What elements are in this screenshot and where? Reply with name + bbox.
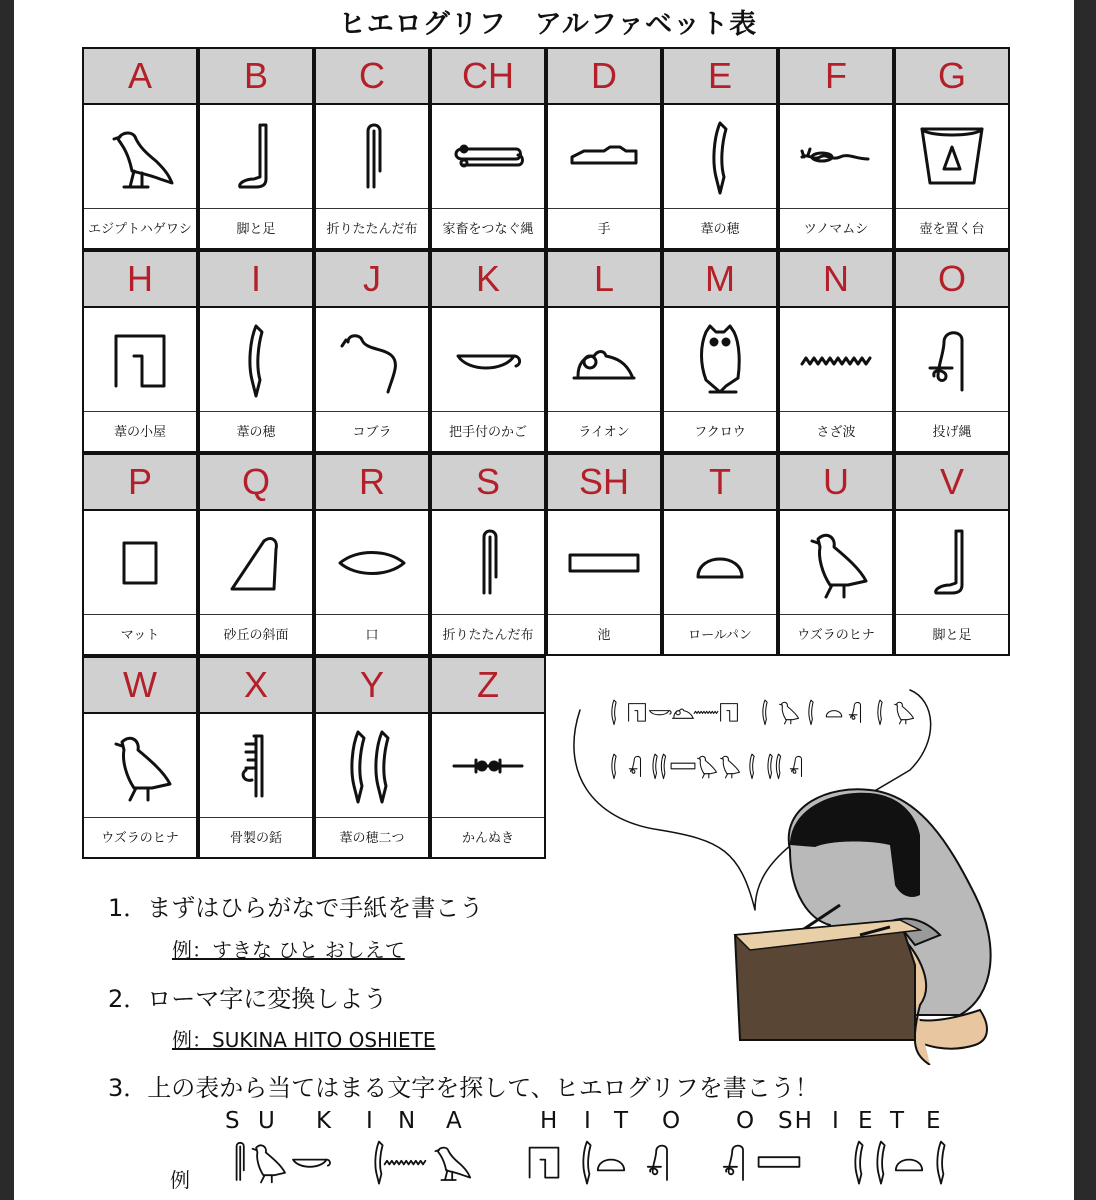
reed-icon — [612, 700, 616, 725]
example-hieroglyph-row — [195, 1138, 955, 1198]
lasso-icon — [790, 756, 801, 776]
double-reed-icon — [653, 754, 666, 779]
example-letter: O — [736, 1108, 757, 1134]
glyph-cell-c — [314, 47, 430, 250]
owl-icon — [680, 320, 760, 400]
bread-loaf-icon — [826, 711, 841, 717]
reed-icon — [855, 1142, 862, 1184]
glyph-area — [432, 511, 544, 615]
glyph-cell-l — [546, 250, 662, 453]
glyph-area — [780, 511, 892, 615]
quail-chick-icon — [721, 756, 740, 778]
cobra-icon — [332, 320, 412, 400]
lasso-icon — [629, 756, 640, 776]
reed-icon — [583, 1142, 590, 1184]
glyph-meaning: 把手付のかご — [448, 425, 527, 440]
letter-label: G — [896, 49, 1008, 105]
glyph-meaning: 脚と足 — [236, 222, 276, 237]
letter-label: CH — [432, 49, 544, 105]
letter-label: R — [316, 455, 428, 511]
example-letter: S — [225, 1108, 242, 1134]
lasso-icon — [849, 702, 860, 722]
glyph-meaning: 投げ縄 — [932, 425, 972, 440]
letter-label: Z — [432, 658, 544, 714]
glyph-cell-k — [430, 250, 546, 453]
glyph-area — [316, 308, 428, 412]
hand-icon — [564, 117, 644, 197]
glyph-cell-m — [662, 250, 778, 453]
glyph-meaning: 骨製の銛 — [229, 831, 282, 846]
glyph-cell-y — [314, 656, 430, 859]
example-letter: U — [258, 1108, 277, 1134]
water-ripple-icon — [796, 320, 876, 400]
reed-icon — [877, 1142, 884, 1184]
glyph-cell-j — [314, 250, 430, 453]
example-letter: I — [832, 1108, 841, 1134]
letter-label: M — [664, 252, 776, 308]
glyph-cell-h — [82, 250, 198, 453]
hill-slope-icon — [216, 523, 296, 603]
double-reed-icon — [768, 754, 781, 779]
left-frame-edge — [0, 0, 14, 1200]
letter-label: A — [84, 49, 196, 105]
letter-label: U — [780, 455, 892, 511]
lion-icon — [673, 709, 694, 718]
step-1-text: 1．まずはひらがなで手紙を書こう — [108, 894, 484, 922]
horned-viper-icon — [796, 117, 876, 197]
page-title: ヒエログリフ アルファベット表 — [338, 9, 758, 40]
glyph-area — [84, 511, 196, 615]
example-letter: A — [446, 1108, 464, 1134]
example-label: 例 — [170, 1168, 190, 1192]
glyph-meaning: さざ波 — [816, 425, 856, 440]
glyph-meaning: エジプトハゲワシ — [88, 222, 192, 237]
letter-label: D — [548, 49, 660, 105]
glyph-meaning: 葦の穂 — [700, 222, 740, 237]
door-bolt-icon — [448, 726, 528, 806]
glyph-cell-sh — [546, 453, 662, 656]
reed-icon — [763, 700, 767, 725]
bread-loaf-icon — [896, 1160, 922, 1171]
letter-label: J — [316, 252, 428, 308]
glyph-meaning: 手 — [597, 222, 611, 237]
glyph-cell-p — [82, 453, 198, 656]
glyph-meaning: コブラ — [352, 425, 392, 440]
glyph-cell-x — [198, 656, 314, 859]
glyph-meaning: 家畜をつなぐ縄 — [442, 222, 534, 237]
glyph-area — [316, 511, 428, 615]
folded-cloth-icon — [332, 117, 412, 197]
step-2-example: 例：SUKINA HITO OSHIETE — [172, 1028, 436, 1052]
reed-icon — [750, 754, 754, 779]
glyph-area — [84, 105, 196, 209]
quail-chick-icon — [698, 756, 717, 778]
glyph-area — [432, 714, 544, 818]
letter-label: O — [896, 252, 1008, 308]
glyph-area — [316, 105, 428, 209]
glyph-meaning: かんぬき — [461, 831, 514, 846]
leg-icon — [216, 117, 296, 197]
folded-cloth-icon — [448, 523, 528, 603]
glyph-cell-r — [314, 453, 430, 656]
pool-icon — [671, 763, 695, 769]
glyph-area — [664, 308, 776, 412]
reed-icon — [612, 754, 616, 779]
quail-chick-icon — [780, 702, 799, 724]
quail-chick-icon — [796, 523, 876, 603]
pool-icon — [564, 523, 644, 603]
vulture-icon — [435, 1148, 470, 1180]
glyph-area — [780, 105, 892, 209]
reed-icon — [809, 700, 813, 725]
reed-icon — [375, 1142, 382, 1184]
lasso-icon — [912, 320, 992, 400]
letter-label: K — [432, 252, 544, 308]
glyph-cell-ch — [430, 47, 546, 250]
reed-icon — [216, 320, 296, 400]
letter-label: T — [664, 455, 776, 511]
bread-loaf-icon — [598, 1160, 624, 1171]
letter-label: SH — [548, 455, 660, 511]
glyph-cell-a — [82, 47, 198, 250]
basket-icon — [293, 1160, 330, 1167]
leg-icon — [912, 523, 992, 603]
example-letter: E — [858, 1108, 875, 1134]
glyph-meaning: 折りたたんだ布 — [326, 222, 418, 237]
reed-shelter-icon — [629, 704, 646, 722]
example-letter: N — [398, 1108, 418, 1134]
glyph-area — [84, 714, 196, 818]
letter-label: I — [200, 252, 312, 308]
quail-chick-icon — [895, 702, 914, 724]
glyph-meaning: ウズラのヒナ — [101, 831, 179, 846]
letter-label: B — [200, 49, 312, 105]
glyph-cell-i — [198, 250, 314, 453]
letter-label: Y — [316, 658, 428, 714]
pool-icon — [759, 1157, 800, 1167]
glyph-cell-e — [662, 47, 778, 250]
glyph-cell-w — [82, 656, 198, 859]
example-letter: K — [316, 1108, 334, 1134]
letter-label: N — [780, 252, 892, 308]
glyph-area — [896, 511, 1008, 615]
letter-label: E — [664, 49, 776, 105]
glyph-cell-o — [894, 250, 1010, 453]
example-letter: H — [540, 1108, 560, 1134]
reed-icon — [680, 117, 760, 197]
letter-label: V — [896, 455, 1008, 511]
glyph-area — [432, 308, 544, 412]
glyph-area — [664, 511, 776, 615]
step-1-example: 例：すきな ひと おしえて — [172, 938, 405, 962]
glyph-meaning: 池 — [597, 628, 611, 643]
reed-shelter-icon — [721, 704, 738, 722]
example-letter: E — [926, 1108, 943, 1134]
glyph-cell-n — [778, 250, 894, 453]
letter-label: X — [200, 658, 312, 714]
reed-icon — [937, 1142, 944, 1184]
glyph-cell-f — [778, 47, 894, 250]
glyph-area — [548, 308, 660, 412]
quail-chick-icon — [253, 1145, 285, 1182]
glyph-meaning: ウズラのヒナ — [797, 628, 875, 643]
glyph-area — [200, 105, 312, 209]
reed-shelter-icon — [530, 1148, 559, 1178]
glyph-cell-q — [198, 453, 314, 656]
glyph-cell-v — [894, 453, 1010, 656]
lion-icon — [564, 320, 644, 400]
glyph-area — [84, 308, 196, 412]
example-letter: T — [614, 1108, 631, 1134]
glyph-cell-s — [430, 453, 546, 656]
glyph-area — [200, 714, 312, 818]
bread-loaf-icon — [680, 523, 760, 603]
glyph-area — [548, 105, 660, 209]
tether-rope-icon — [448, 117, 528, 197]
vulture-icon — [100, 117, 180, 197]
glyph-meaning: 脚と足 — [932, 628, 972, 643]
double-reed-icon — [332, 726, 412, 806]
glyph-area — [780, 308, 892, 412]
letter-label: L — [548, 252, 660, 308]
reed-shelter-icon — [100, 320, 180, 400]
glyph-area — [200, 308, 312, 412]
step-2-text: 2．ローマ字に変換しよう — [108, 985, 388, 1013]
glyph-meaning: 壺を置く台 — [919, 222, 985, 237]
water-ripple-icon — [385, 1161, 426, 1165]
glyph-cell-b — [198, 47, 314, 250]
glyph-meaning: フクロウ — [694, 425, 746, 440]
glyph-meaning: 口 — [365, 628, 379, 643]
mouth-icon — [332, 523, 412, 603]
mat-icon — [100, 523, 180, 603]
example-letter: O — [662, 1108, 683, 1134]
glyph-area — [200, 511, 312, 615]
glyph-cell-g — [894, 47, 1010, 250]
glyph-area — [432, 105, 544, 209]
scribe-capybara-illustration — [720, 785, 1010, 1065]
glyph-meaning: 葦の小屋 — [113, 425, 166, 440]
basket-icon — [448, 320, 528, 400]
glyph-meaning: 折りたたんだ布 — [442, 628, 534, 643]
glyph-area — [896, 308, 1008, 412]
example-letter: T — [890, 1108, 907, 1134]
glyph-area — [896, 105, 1008, 209]
glyph-meaning: ライオン — [578, 425, 630, 440]
folded-cloth-icon — [237, 1143, 244, 1180]
glyph-meaning: ツノマムシ — [803, 222, 869, 237]
glyph-cell-u — [778, 453, 894, 656]
letter-label: H — [84, 252, 196, 308]
letter-label: Q — [200, 455, 312, 511]
glyph-meaning: 砂丘の斜面 — [223, 628, 289, 643]
example-letter: I — [366, 1108, 375, 1134]
glyph-meaning: ロールパン — [688, 628, 752, 643]
glyph-meaning: マット — [120, 628, 160, 643]
water-ripple-icon — [694, 711, 718, 713]
reed-icon — [878, 700, 882, 725]
letter-label: W — [84, 658, 196, 714]
glyph-meaning: 葦の穂 — [236, 425, 276, 440]
quail-chick-icon — [100, 726, 180, 806]
basket-icon — [650, 711, 672, 715]
glyph-cell-t — [662, 453, 778, 656]
glyph-area — [664, 105, 776, 209]
example-letter: SH — [778, 1108, 814, 1134]
glyph-cell-z — [430, 656, 546, 859]
glyph-area — [316, 714, 428, 818]
glyph-meaning: 葦の穂二つ — [339, 831, 405, 846]
glyph-area — [548, 511, 660, 615]
letter-label: C — [316, 49, 428, 105]
lasso-icon — [724, 1146, 743, 1180]
letter-label: P — [84, 455, 196, 511]
glyph-cell-d — [546, 47, 662, 250]
step-3-text: 3．上の表から当てはまる文字を探して、ヒエログリフを書こう！ — [108, 1074, 819, 1102]
right-frame-edge — [1074, 0, 1096, 1200]
bone-harpoon-icon — [216, 726, 296, 806]
letter-label: S — [432, 455, 544, 511]
letter-label: F — [780, 49, 892, 105]
example-letter: I — [584, 1108, 593, 1134]
jar-stand-icon — [912, 117, 992, 197]
lasso-icon — [648, 1146, 667, 1180]
